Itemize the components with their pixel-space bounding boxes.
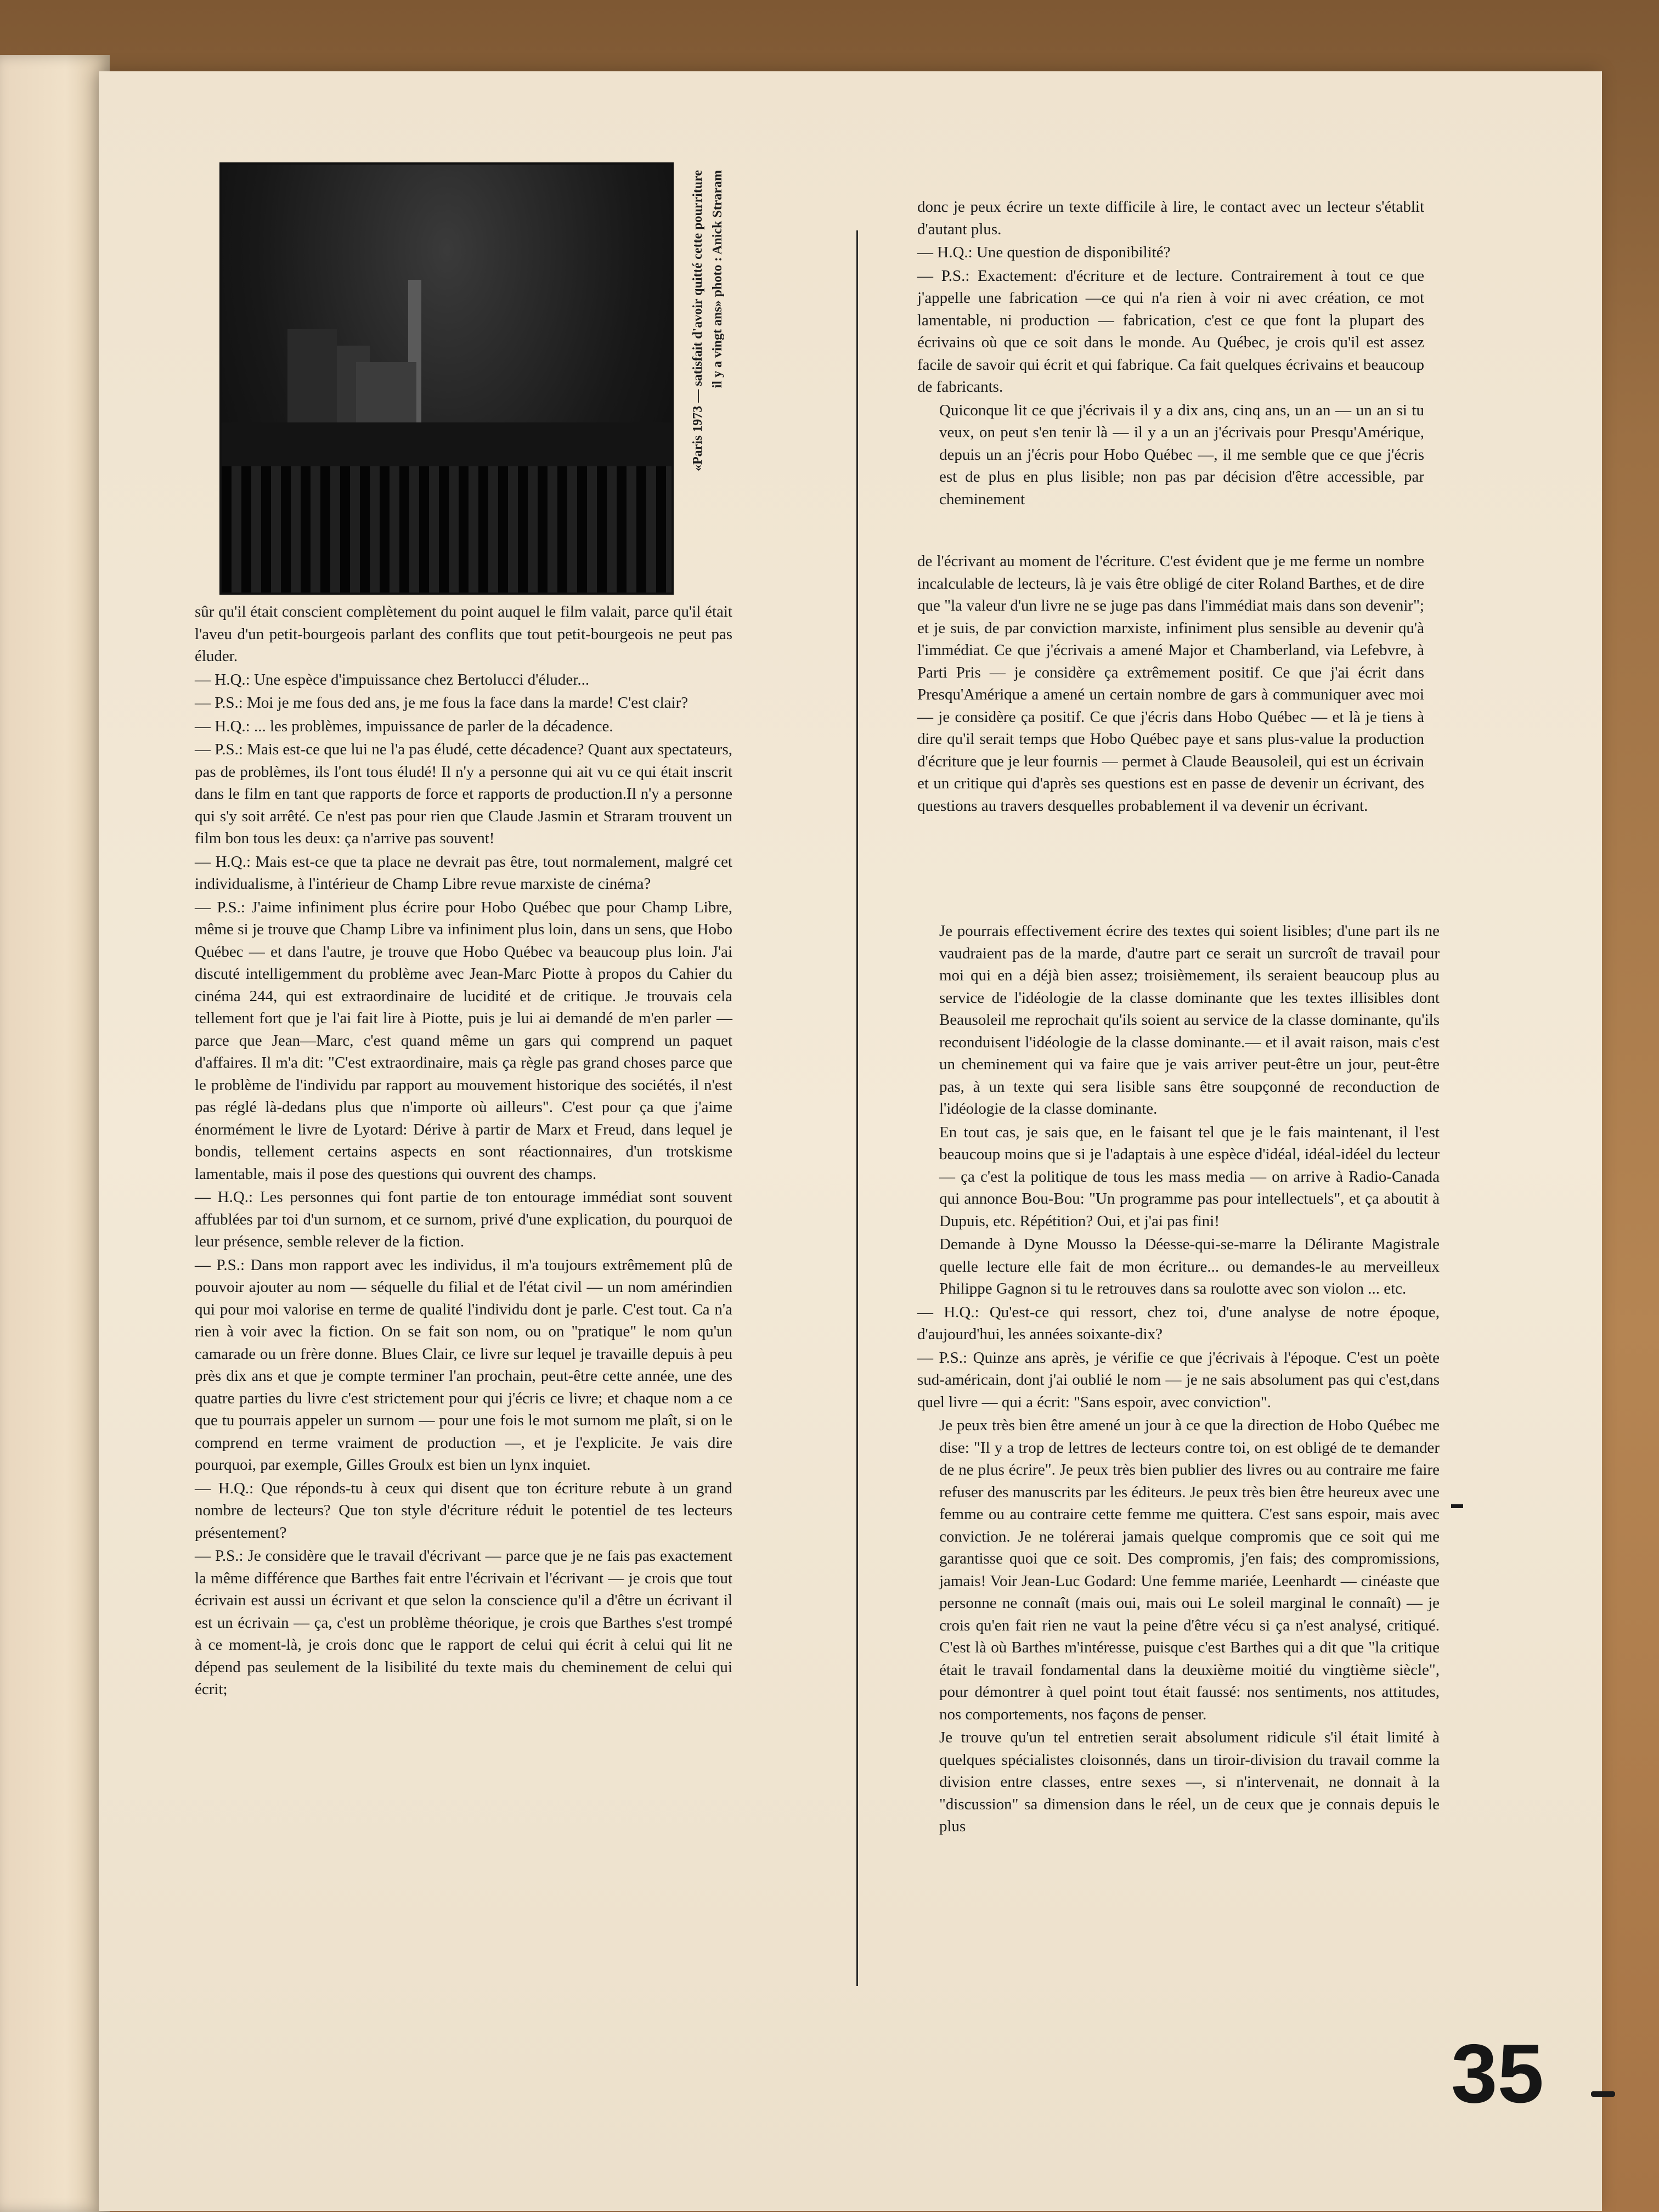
page-number-dash (1591, 2091, 1615, 2097)
paragraph: Je pourrais effectivement écrire des textes qui soient lisibles; d'une part ils ne vaudraient pas de la marde, d'autre part ce serait un surcroît de travail pour moi qui en a déjà bien assez; troisièmement, ils seraient beaucoup plus au service de l'idéologie de la classe dominante que les textes illisibles dont Beausoleil me reprochait qu'ils soient au service de la classe dominante, qu'ils reconduisent l'idéologie de la classe dominante.— et il avait raison, mais c'est un cheminement qui va faire que je vais arriver peut-être un jour, peut-être pas, à un texte qui sera lisible sans être soupçonné de reconduction de l'idéologie de la classe dominante. (939, 922, 1440, 1118)
paragraph: — P.S.: Mais est-ce que lui ne l'a pas éludé, cette décadence? Quant aux spectateurs, pas de problèmes, ils l'ont tous éludé! Il n'y a personne qui ait vu ce qui était inscrit dans le film en tant que rapports de force et rapports de production.Il n'y a personne qui s'y soit arrêté. Ce n'est pas pour rien que Claude Jasmin et Straram trouvent un film bon tous les deux: ça n'arrive pas souvent! (195, 741, 732, 847)
paragraph: de l'écrivant au moment de l'écriture. C'est évident que je me ferme un nombre incalculable de lecteurs, là je vais être obligé de citer Roland Barthes, et de dire que "la valeur d'un livre ne se juge pas dans l'immédiat mais dans son devenir"; et je suis, de par conviction marxiste, infiniment plus sensible au devenir qu'à l'immédiat. Ce que j'écrivais a amené Major et Chamberland, via Lefebvre, à Parti Pris — je considère ça extrêmement positif. Ce que j'ai écrit dans Presqu'Amérique a amené un certain nombre de gars à communiquer avec moi — je considère ça positif. Ce que j'écris dans Hobo Québec — et là je tiens à dire qu'il serait temps que Hobo Québec paye et sans plus-value la production d'écriture que je leur fournis — permet à Claude Beausoleil, qui est un écrivain et un critique qui d'après ses questions est en passe de devenir un écrivant, des questions au travers desquelles probablement il va devenir un écrivant. (917, 552, 1424, 815)
right-text-column-bottom (917, 920, 1440, 1839)
paragraph: — P.S.: Dans mon rapport avec les individus, il m'a toujours extrêmement plû de pouvoir ajouter au nom — séquelle du filial et de l'état civil — un nom amérindien qui pour moi valorise en terme de qualité l'individu dont je parle. C'est tout. Ca n'a rien à voir avec la fiction. On se fait son nom, ou on "pratique" le nom qu'un camarade ou un frère donne. Blues Clair, ce livre sur lequel je travaille depuis à peu près dix ans et que je compte terminer l'an prochain, peut-être cette année, une des quatre parties du livre c'est strictement pour qui j'écris ce livre; et chaque nom a ce que tu pourrais appeler un surnom — pour une fois le mot surnom me plaît, si on le comprend en terme vraiment de production —, et je l'explicite. Je vais dire pourquoi, par exemple, Gilles Groulx est bien un lynx inquiet. (195, 1256, 732, 1474)
paragraph: En tout cas, je sais que, en le faisant tel que je le fais maintenant, il l'est beaucoup moins que si je l'adaptais à une espèce d'idéal, idéal-idéel du lecteur — ça c'est la politique de tous les mass media — on arrive à Radio-Canada qui annonce Bou-Bou: "Un programme pas pour intellectuels", et ça aboutit à Dupuis, etc. Répétition? Oui, et j'ai pas fini! (939, 1123, 1440, 1230)
photo-railing (222, 466, 672, 592)
left-text-column (195, 601, 732, 1702)
caption-line: «Paris 1973 — satisfait d'avoir quitté cette pourriture (691, 170, 705, 472)
left-facing-page-edge (0, 55, 110, 2212)
margin-mark (1451, 1504, 1463, 1508)
paragraph: — H.Q.: Que réponds-tu à ceux qui disent que ton écriture rebute à un grand nombre de lecteurs? Que ton style d'écriture réduit le potentiel de tes lecteurs présentement? (195, 1479, 732, 1542)
paragraph: — P.S.: Moi je me fous ded ans, je me fous la face dans la marde! C'est clair? (195, 694, 689, 712)
column-divider (856, 230, 858, 1986)
paragraph: — H.Q.: Les personnes qui font partie de ton entourage immédiat sont souvent affublées par toi d'un surnom, et ce surnom, privé d'une explication, du pourquoi de leur présence, semble relever de la fiction. (195, 1188, 732, 1250)
paragraph: — P.S.: Quinze ans après, je vérifie ce que j'écrivais à l'époque. C'est un poète sud-américain, dont j'ai oublié le nom — je ne sais absolument pas qui c'est,dans quel livre — qui a écrit: "Sans espoir, avec conviction". (917, 1348, 1440, 1411)
paragraph: — P.S.: Je considère que le travail d'écrivant — parce que je ne fais pas exactement la même différence que Barthes fait entre l'écrivain et l'écrivant — je crois que tout écrivain est aussi un écrivant et que selon la conscience qu'il a d'être un écrivant il est un écrivain — ça, c'est un problème théorique, je crois que Barthes s'est trompé à ce moment-là, je crois donc que le rapport de celui qui écrit à celui qui lit ne dépend pas seulement de la lisibilité du texte mais du cheminement de celui qui écrit; (195, 1547, 732, 1698)
paragraph: — H.Q.: Une espèce d'impuissance chez Bertolucci d'éluder... (195, 670, 590, 689)
right-text-column-top (917, 196, 1424, 511)
photo-skyline (222, 422, 672, 472)
paragraph: Je peux très bien être amené un jour à ce que la direction de Hobo Québec me dise: "Il y a trop de lettres de lecteurs contre toi, on est obligé de te demander de ne plus écrire". Je peux très bien publier des livres ou au contraire me faire refuser des manuscrits par les éditeurs. Je peux très bien être heureux avec une femme ou au contraire cette femme me quittera. C'est sans espoir, mais avec conviction. Je ne tolérerai jamais quelque compromis que ce soit qui me garantisse quoi que ce soit. Des compromis, j'en fais; des compromissions, jamais! Voir Jean-Luc Godard: Une femme mariée, Leenhardt — cinéaste que personne ne connaît (mais oui, mais oui Le soleil marginal le connaît) — je crois qu'en fait rien ne vaut la peine d'être vécu si ça n'est analysé, critiqué. C'est là où Barthes m'intéresse, puisque c'est Barthes qui a dit que "la critique était le travail fondamental dans la deuxième moitié du vingtième siècle", pour démontrer à quel point tout était faussé: nos sentiments, nos attitudes, nos comportements, nos façons de penser. (939, 1417, 1440, 1723)
black-and-white-photo (219, 162, 674, 595)
paragraph: Je trouve qu'un tel entretien serait absolument ridicule s'il était limité à quelques spécialistes cloisonnés, dans un tiroir-division du travail comme la division entre classes, entre sexes —, si n'intervenait, ne donnait à la "discussion" sa dimension dans le réel, un de ceux que je connais depuis le plus (939, 1729, 1440, 1835)
paragraph: Quiconque lit ce que j'écrivais il y a dix ans, cinq ans, un an — un an si tu veux, on peut s'en tenir là — il y a un an j'écrivais pour Presqu'Amérique, depuis un an j'écris pour Hobo Québec —, il me semble que ce que j'écris est de plus en plus lisible; non pas par décision d'être accessible, par cheminement (939, 401, 1424, 508)
paragraph: — P.S.: J'aime infiniment plus écrire pour Hobo Québec que pour Champ Libre, même si je trouve que Champ Libre va infiniment plus loin, dans un sens, que Hobo Québec — et dans l'autre, je trouve que Hobo Québec va beaucoup plus loin. J'ai discuté intelligemment du problème avec Jean-Marc Piotte à propos du Cahier du cinéma 244, qui est extraordinaire de lucidité et de critique. Je trouvais cela tellement fort que je l'ai fait lire à Piotte, puis je lui ai demandé de m'en parler — parce que Jean—Marc, c'est quand même un gars qui comprend un paquet d'affaires. Il m'a dit: "C'est extraordinaire, mais ça règle pas grand choses parce que le problème de l'individu par rapport au mouvement historique des sociétés, il n'est pas réglé là-dedans plus que n'importe où ailleurs". C'est pour ça que j'aime énormément le livre de Lyotard: Dérive à partir de Marx et Freud, dans lequel je bondis, tellement certains aspects en sont réactionnaires, d'un trotskisme lamentable, mais il pose des questions qui ouvrent des champs. (195, 898, 732, 1183)
right-text-column-middle (917, 550, 1424, 818)
page-number: 35 (1451, 2027, 1544, 2120)
paragraph: donc je peux écrire un texte difficile à lire, le contact avec un lecteur s'établit d'autant plus. (917, 198, 1424, 238)
caption-line: il y a vingt ans» photo : Anick Straram (710, 170, 725, 388)
paragraph: — H.Q.: Mais est-ce que ta place ne devrait pas être, tout normalement, malgré cet individualisme, à l'intérieur de Champ Libre revue marxiste de cinéma? (195, 853, 732, 893)
paragraph: — H.Q.: Qu'est-ce qui ressort, chez toi, d'une analyse de notre époque, d'aujourd'hui, les années soixante-dix? (917, 1303, 1440, 1343)
paragraph: — H.Q.: Une question de disponibilité? (917, 244, 1171, 261)
paragraph: — P.S.: Exactement: d'écriture et de lecture. Contrairement à tout ce que j'appelle une fabrication —ce qui n'a rien à voir ni avec création, ce mot lamentable, ni production — fabrication, c'est ce que font la plupart des écrivains où que ce soit dans le monde. Au Québec, je crois qu'il est assez facile de savoir qui écrit et qui fabrique. Ca fait quelques écrivains et beaucoup de fabricants. (917, 267, 1424, 396)
paragraph: Demande à Dyne Mousso la Déesse-qui-se-marre la Délirante Magistrale quelle lecture elle fait de mon écriture... ou demandes-le au merveilleux Philippe Gagnon si tu le retrouves dans sa roulotte avec son violon ... etc. (939, 1235, 1440, 1297)
paragraph: sûr qu'il était conscient complètement du point auquel le film valait, parce qu'il était l'aveu d'un petit-bourgeois parlant des conflits que tout petit-bourgeois ne peut pas éluder. (195, 603, 732, 665)
paragraph: — H.Q.: ... les problèmes, impuissance de parler de la décadence. (195, 717, 613, 735)
photo-caption (689, 170, 727, 592)
